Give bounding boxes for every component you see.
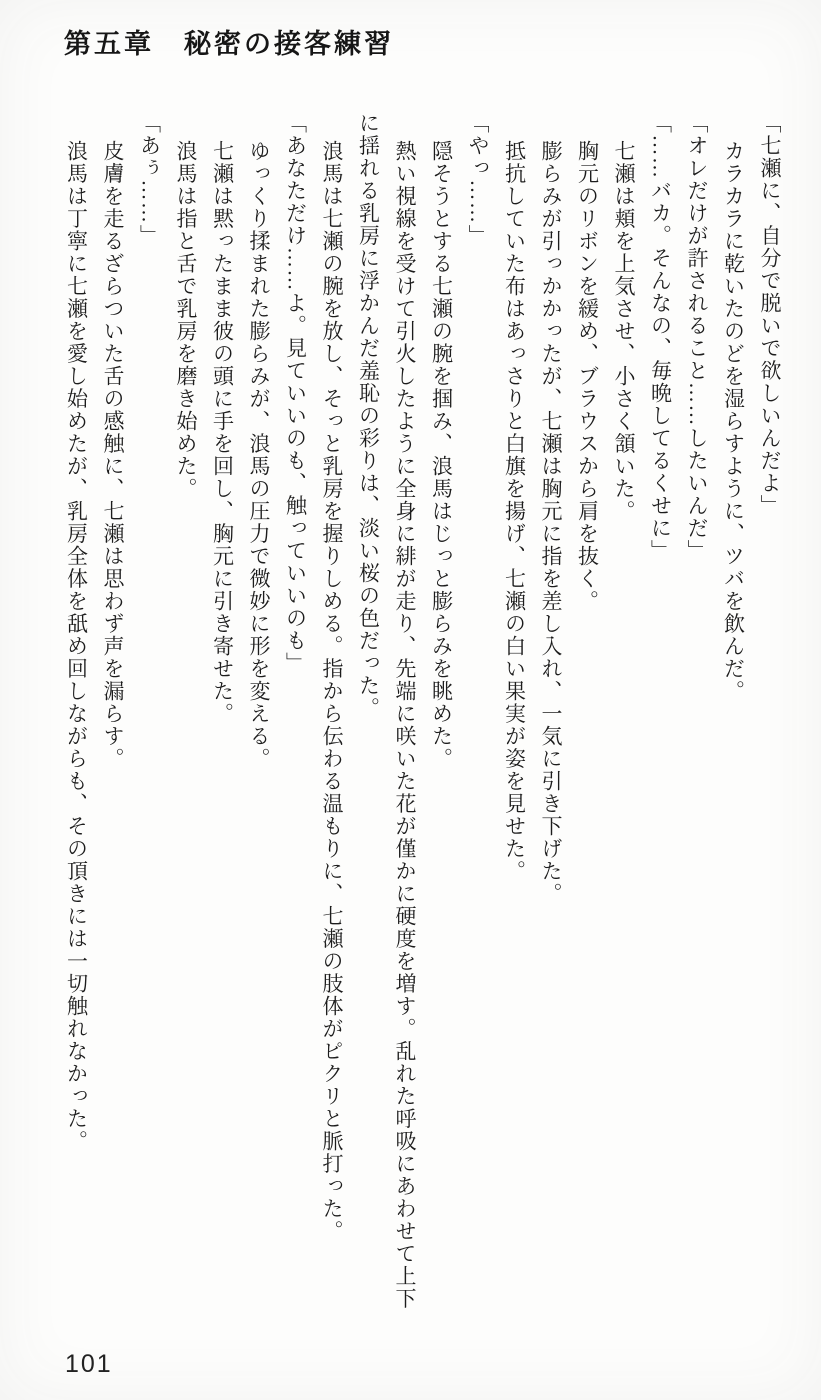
text-line: 浪馬は指と舌で乳房を磨き始めた。 xyxy=(174,140,198,501)
text-line: に揺れる乳房に浮かんだ羞恥の彩りは、淡い桜の色だった。 xyxy=(356,112,381,720)
page-number: 101 xyxy=(65,1350,113,1378)
text-line: 「やっ……」 xyxy=(466,112,490,247)
text-line: 七瀬は黙ったまま彼の頭に手を回し、胸元に引き寄せた。 xyxy=(210,140,235,726)
text-line: 「あなただけ……よ。見ていいのも、触っていいのも」 xyxy=(283,112,308,675)
text-line: 七瀬は頬を上気させ、小さく頷いた。 xyxy=(612,140,636,523)
vertical-text-block xyxy=(58,112,788,1334)
text-line: 「あぅ……」 xyxy=(137,112,162,247)
text-line: 浪馬は七瀬の腕を放し、そっと乳房を握りしめる。指から伝わる温もりに、七瀬の肢体がピクリと脈打った。 xyxy=(320,140,344,1243)
text-line: 「……バカ。そんなの、毎晩してるくせに」 xyxy=(648,112,673,562)
text-line: 熱い視線を受けて引火したように全身に緋が走り、先端に咲いた花が僅かに硬度を増す。乱れた呼吸にあわせて上下 xyxy=(393,140,417,1311)
text-line: 「オレだけが許されること……したいんだ」 xyxy=(685,112,709,562)
text-line: 浪馬は丁寧に七瀬を愛し始めたが、乳房全体を舐め回しながらも、その頂きには一切触れなかった。 xyxy=(64,140,89,1153)
text-line: 膨らみが引っかかったが、七瀬は胸元に指を差し入れ、一気に引き下げた。 xyxy=(539,140,563,906)
text-line: 抵抗していた布はあっさりと白旗を揚げ、七瀬の白い果実が姿を見せた。 xyxy=(502,140,527,883)
text-line: 「七瀬に、自分で脱いで欲しいんだよ」 xyxy=(758,112,782,517)
text-line: 胸元のリボンを緩め、ブラウスから肩を抜く。 xyxy=(575,140,600,613)
text-line: 隠そうとする七瀬の腕を掴み、浪馬はじっと膨らみを眺めた。 xyxy=(429,140,454,771)
text-line: 皮膚を走るざらついた舌の感触に、七瀬は思わず声を漏らす。 xyxy=(101,140,125,771)
text-line: カラカラに乾いたのどを湿らすように、ツバを飲んだ。 xyxy=(721,140,746,703)
chapter-title: 第五章 秘密の接客練習 xyxy=(64,29,394,59)
text-line: ゆっくり揉まれた膨らみが、浪馬の圧力で微妙に形を変える。 xyxy=(247,140,271,771)
